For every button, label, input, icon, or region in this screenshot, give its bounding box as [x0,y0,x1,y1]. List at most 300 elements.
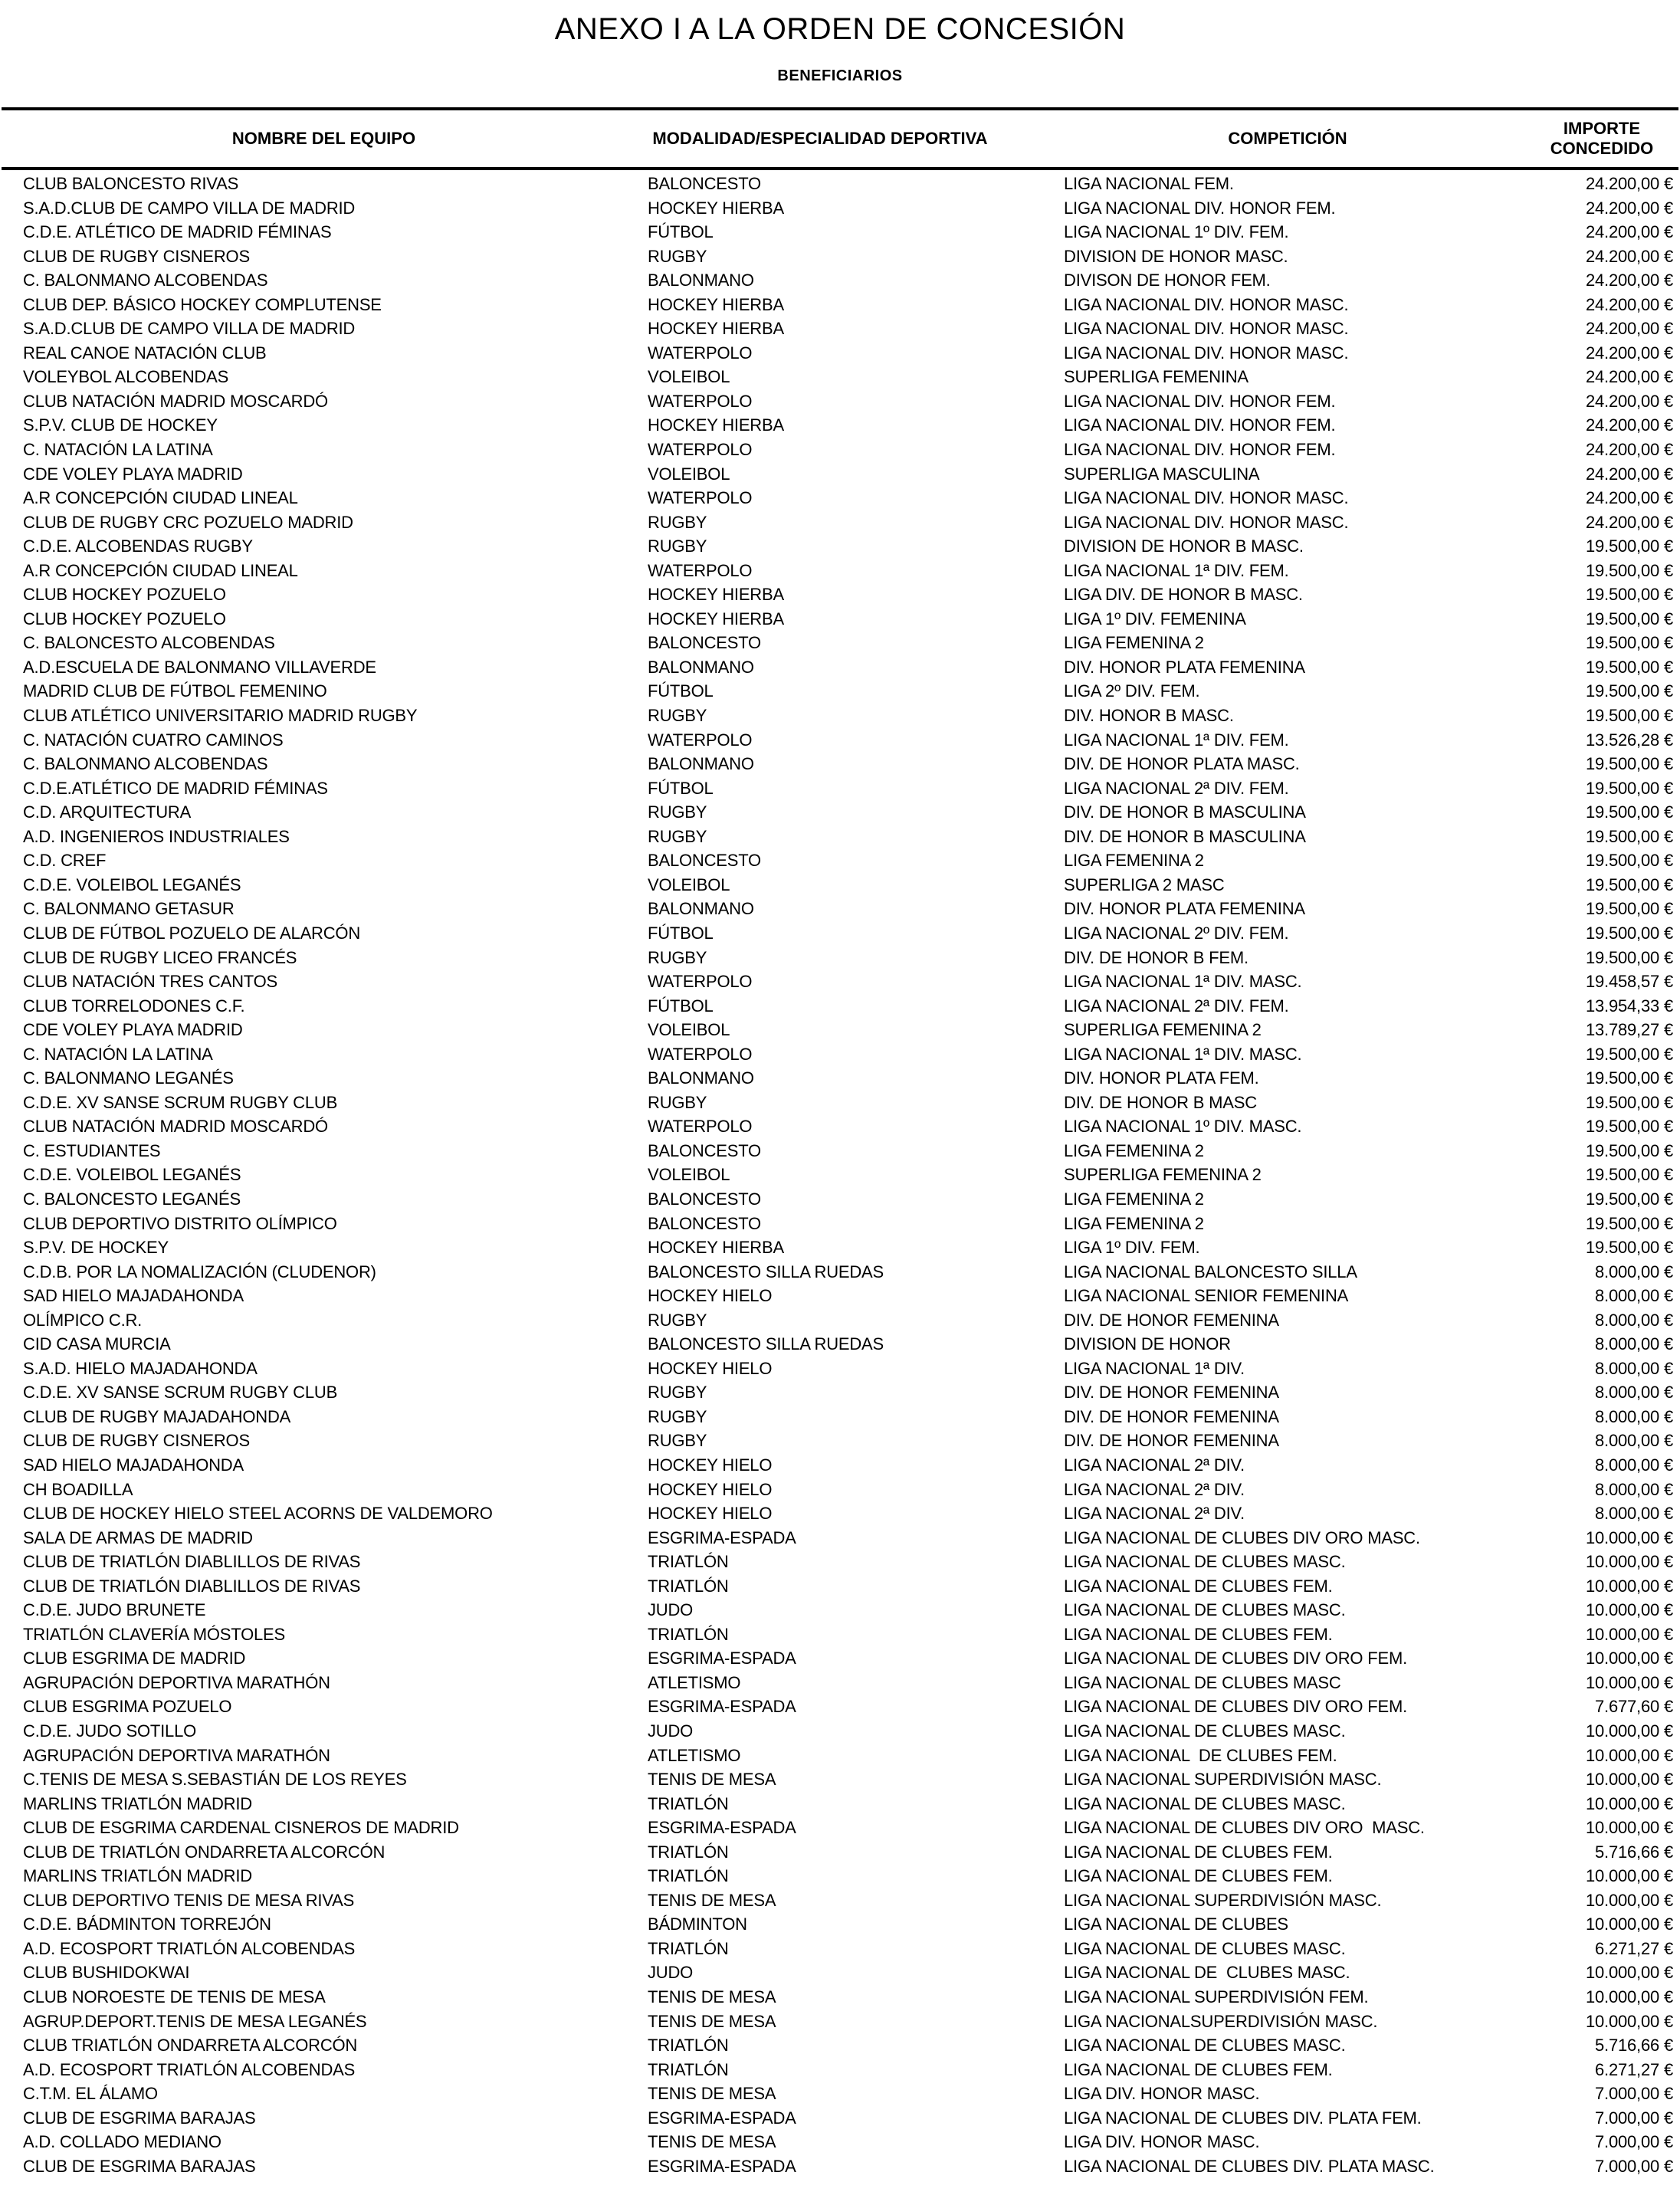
competition-cell: LIGA NACIONAL SUPERDIVISIÓN MASC. [1064,1890,1382,1910]
competition-cell: LIGA DIV. HONOR MASC. [1064,2084,1260,2104]
amount-cell: 10.000,00 € [1585,1624,1673,1644]
amount-cell: 10.000,00 € [1585,1793,1673,1813]
table-row [0,293,1680,317]
competition-cell: LIGA NACIONAL 2º DIV. FEM. [1064,923,1289,943]
amount-cell: 10.000,00 € [1585,1963,1673,1983]
table-row [0,1308,1680,1333]
team-name-cell: C.TENIS DE MESA S.SEBASTIÁN DE LOS REYES [23,1770,407,1790]
amount-cell: 24.200,00 € [1585,343,1673,363]
team-name-cell: C. NATACIÓN CUATRO CAMINOS [23,730,284,750]
sport-cell: WATERPOLO [648,391,753,411]
table-row [0,679,1680,704]
amount-cell: 19.500,00 € [1585,657,1673,677]
amount-cell: 24.200,00 € [1585,464,1673,484]
sport-cell: VOLEIBOL [648,1165,730,1185]
amount-cell: 10.000,00 € [1585,1721,1673,1741]
competition-cell: LIGA NACIONAL 1ª DIV. MASC. [1064,1044,1302,1064]
amount-cell: 19.500,00 € [1585,1044,1673,1064]
team-name-cell: CLUB DE RUGBY CISNEROS [23,1431,250,1451]
sport-cell: ATLETISMO [648,1672,741,1692]
team-name-cell: CLUB HOCKEY POZUELO [23,609,226,628]
table-row [0,1235,1680,1260]
team-name-cell: C. BALONCESTO ALCOBENDAS [23,633,275,653]
amount-cell: 10.000,00 € [1585,1770,1673,1790]
sport-cell: WATERPOLO [648,730,753,750]
sport-cell: RUGBY [648,1092,707,1112]
table-row [0,2058,1680,2082]
sport-cell: TRIATLÓN [648,1552,729,1572]
table-row [0,1501,1680,1526]
sport-cell: BALONMANO [648,657,754,677]
team-name-cell: S.A.D. HIELO MAJADAHONDA [23,1358,258,1378]
sport-cell: FÚTBOL [648,923,714,943]
amount-cell: 10.000,00 € [1585,1527,1673,1547]
amount-cell: 24.200,00 € [1585,174,1673,193]
sport-cell: TRIATLÓN [648,2036,729,2056]
amount-cell: 19.500,00 € [1585,1092,1673,1112]
team-name-cell: CLUB DEP. BÁSICO HOCKEY COMPLUTENSE [23,294,382,314]
table-row [0,825,1680,849]
sport-cell: TENIS DE MESA [648,1890,776,1910]
table-row [0,1284,1680,1308]
sport-cell: RUGBY [648,706,707,726]
amount-cell: 19.500,00 € [1585,1165,1673,1185]
page-title: ANEXO I A LA ORDEN DE CONCESIÓN [554,12,1126,46]
amount-cell: 24.200,00 € [1585,488,1673,508]
competition-cell: LIGA NACIONAL DE CLUBES DIV. PLATA FEM. [1064,2108,1422,2128]
table-row [0,1187,1680,1212]
team-name-cell: C.D.E. ALCOBENDAS RUGBY [23,536,253,556]
sport-cell: ESGRIMA-ESPADA [648,1649,796,1668]
table-row [0,1719,1680,1744]
amount-cell: 19.500,00 € [1585,1213,1673,1233]
team-name-cell: A.D. INGENIEROS INDUSTRIALES [23,826,290,846]
competition-cell: LIGA NACIONAL DIV. HONOR MASC. [1064,294,1349,314]
column-header-amount-line1: IMPORTE [1563,119,1641,138]
competition-cell: LIGA NACIONAL DE CLUBES FEM. [1064,2059,1333,2079]
competition-cell: SUPERLIGA FEMENINA 2 [1064,1165,1262,1185]
amount-cell: 7.000,00 € [1595,2084,1673,2104]
table-row [0,1646,1680,1671]
competition-cell: LIGA NACIONAL 1º DIV. MASC. [1064,1117,1302,1137]
sport-cell: HOCKEY HIELO [648,1358,773,1378]
team-name-cell: S.A.D.CLUB DE CAMPO VILLA DE MADRID [23,198,356,218]
sport-cell: WATERPOLO [648,1117,753,1137]
sport-cell: BALONMANO [648,754,754,774]
amount-cell: 5.716,66 € [1595,2036,1673,2056]
table-row [0,196,1680,221]
table-row [0,921,1680,946]
sport-cell: BALONCESTO [648,1140,761,1160]
team-name-cell: CLUB NATACIÓN MADRID MOSCARDÓ [23,391,328,411]
team-name-cell: CLUB DE HOCKEY HIELO STEEL ACORNS DE VALDEMORO [23,1504,493,1524]
competition-cell: LIGA NACIONAL DE CLUBES MASC. [1064,1552,1346,1572]
table-row [0,1114,1680,1139]
competition-cell: DIV. HONOR B MASC. [1064,706,1234,726]
team-name-cell: OLÍMPICO C.R. [23,1310,143,1330]
sport-cell: BALONCESTO [648,1189,761,1209]
table-row [0,268,1680,293]
amount-cell: 8.000,00 € [1595,1334,1673,1354]
competition-cell: LIGA FEMENINA 2 [1064,1213,1204,1233]
amount-cell: 6.271,27 € [1595,2059,1673,2079]
sport-cell: BALONCESTO SILLA RUEDAS [648,1262,884,1281]
table-row [0,776,1680,801]
sport-cell: TENIS DE MESA [648,2132,776,2152]
team-name-cell: CLUB NATACIÓN TRES CANTOS [23,972,277,992]
competition-cell: LIGA NACIONAL 1ª DIV. [1064,1358,1245,1378]
table-row [0,970,1680,994]
competition-cell: LIGA DIV. HONOR MASC. [1064,2132,1260,2152]
table-row [0,1139,1680,1163]
competition-cell: SUPERLIGA FEMENINA 2 [1064,1020,1262,1040]
sport-cell: TRIATLÓN [648,1576,729,1596]
amount-cell: 10.000,00 € [1585,1866,1673,1886]
amount-cell: 24.200,00 € [1585,222,1673,242]
team-name-cell: C.D.E. ATLÉTICO DE MADRID FÉMINAS [23,222,332,242]
team-name-cell: SAD HIELO MAJADAHONDA [23,1286,244,1306]
team-name-cell: CLUB BALONCESTO RIVAS [23,174,239,193]
table-row [0,1042,1680,1067]
sport-cell: BALONCESTO [648,174,761,193]
table-row [0,1550,1680,1574]
competition-cell: DIV. DE HONOR FEMENINA [1064,1431,1279,1451]
amount-cell: 24.200,00 € [1585,246,1673,266]
competition-cell: LIGA NACIONAL DE CLUBES FEM. [1064,1866,1333,1886]
sport-cell: TRIATLÓN [648,1624,729,1644]
table-row [0,510,1680,535]
table-row [0,2033,1680,2058]
team-name-cell: AGRUP.DEPORT.TENIS DE MESA LEGANÉS [23,2011,367,2031]
table-row [0,582,1680,607]
amount-cell: 19.458,57 € [1585,972,1673,992]
competition-cell: LIGA DIV. DE HONOR B MASC. [1064,585,1303,605]
competition-cell: LIGA NACIONAL DE CLUBES MASC. [1064,1793,1346,1813]
sport-cell: RUGBY [648,947,707,967]
team-name-cell: CLUB DE RUGBY CISNEROS [23,246,250,266]
sport-cell: VOLEIBOL [648,874,730,894]
sport-cell: TRIATLÓN [648,2059,729,2079]
sport-cell: RUGBY [648,1406,707,1426]
amount-cell: 19.500,00 € [1585,633,1673,653]
team-name-cell: CLUB DE TRIATLÓN DIABLILLOS DE RIVAS [23,1552,361,1572]
table-row [0,1622,1680,1647]
team-name-cell: CLUB DEPORTIVO DISTRITO OLÍMPICO [23,1213,337,1233]
team-name-cell: C.D.E. VOLEIBOL LEGANÉS [23,1165,241,1185]
team-name-cell: A.D.ESCUELA DE BALONMANO VILLAVERDE [23,657,376,677]
competition-cell: SUPERLIGA MASCULINA [1064,464,1260,484]
sport-cell: VOLEIBOL [648,464,730,484]
team-name-cell: CLUB DE TRIATLÓN DIABLILLOS DE RIVAS [23,1576,361,1596]
amount-cell: 24.200,00 € [1585,198,1673,218]
amount-cell: 19.500,00 € [1585,1117,1673,1137]
team-name-cell: CLUB NATACIÓN MADRID MOSCARDÓ [23,1117,328,1137]
team-name-cell: A.D. ECOSPORT TRIATLÓN ALCOBENDAS [23,1938,356,1958]
table-row [0,2154,1680,2179]
sport-cell: JUDO [648,1721,694,1741]
team-name-cell: CLUB DE ESGRIMA CARDENAL CISNEROS DE MADRID [23,1818,459,1838]
table-body [0,172,1680,2178]
team-name-cell: VOLEYBOL ALCOBENDAS [23,367,229,387]
amount-cell: 19.500,00 € [1585,560,1673,580]
amount-cell: 19.500,00 € [1585,923,1673,943]
amount-cell: 19.500,00 € [1585,802,1673,822]
amount-cell: 8.000,00 € [1595,1286,1673,1306]
table-row [0,2010,1680,2034]
amount-cell: 8.000,00 € [1595,1504,1673,1524]
competition-cell: LIGA NACIONAL DE CLUBES FEM. [1064,1624,1333,1644]
team-name-cell: CID CASA MURCIA [23,1334,171,1354]
competition-cell: LIGA NACIONAL 2ª DIV. FEM. [1064,778,1289,798]
competition-cell: LIGA 2º DIV. FEM. [1064,681,1200,701]
competition-cell: LIGA NACIONAL DE CLUBES DIV ORO FEM. [1064,1697,1407,1717]
table-row [0,534,1680,559]
sport-cell: TRIATLÓN [648,1793,729,1813]
table-row [0,317,1680,341]
competition-cell: LIGA NACIONAL DIV. HONOR MASC. [1064,343,1349,363]
team-name-cell: CH BOADILLA [23,1479,133,1499]
competition-cell: LIGA NACIONAL DE CLUBES FEM. [1064,1576,1333,1596]
table-row [0,1840,1680,1865]
sport-cell: HOCKEY HIERBA [648,415,784,435]
sport-cell: WATERPOLO [648,440,753,460]
table-row [0,728,1680,753]
competition-cell: DIV. DE HONOR B MASCULINA [1064,826,1306,846]
sport-cell: RUGBY [648,512,707,532]
table-row [0,2130,1680,2154]
table-row [0,873,1680,897]
team-name-cell: C.D. CREF [23,851,107,871]
amount-cell: 10.000,00 € [1585,1600,1673,1620]
sport-cell: BALONCESTO [648,851,761,871]
table-row [0,1816,1680,1840]
sport-cell: TENIS DE MESA [648,2011,776,2031]
table-row [0,1380,1680,1405]
team-name-cell: C.D.E. JUDO SOTILLO [23,1721,197,1741]
team-name-cell: CDE VOLEY PLAYA MADRID [23,1020,243,1040]
sport-cell: TRIATLÓN [648,1866,729,1886]
amount-cell: 10.000,00 € [1585,1987,1673,2007]
column-header-sport: MODALIDAD/ESPECIALIDAD DEPORTIVA [652,129,988,148]
column-header-team-name: NOMBRE DEL EQUIPO [231,129,416,148]
amount-cell: 8.000,00 € [1595,1262,1673,1281]
team-name-cell: CDE VOLEY PLAYA MADRID [23,464,243,484]
team-name-cell: CLUB DE RUGBY CRC POZUELO MADRID [23,512,353,532]
table-row [0,994,1680,1019]
competition-cell: LIGA NACIONAL BALONCESTO SILLA [1064,1262,1357,1281]
competition-cell: LIGA NACIONAL DIV. HONOR MASC. [1064,319,1349,339]
competition-cell: DIV. DE HONOR FEMENINA [1064,1383,1279,1403]
competition-cell: LIGA NACIONAL DIV. HONOR FEM. [1064,198,1336,218]
sport-cell: WATERPOLO [648,1044,753,1064]
page-subtitle: BENEFICIARIOS [777,67,903,84]
sport-cell: ESGRIMA-ESPADA [648,1527,796,1547]
team-name-cell: C.D.E. BÁDMINTON TORREJÓN [23,1914,271,1934]
sport-cell: TENIS DE MESA [648,1770,776,1790]
sport-cell: TRIATLÓN [648,1938,729,1958]
table-row [0,1937,1680,1961]
team-name-cell: C.D.E. XV SANSE SCRUM RUGBY CLUB [23,1092,338,1112]
competition-cell: DIVISION DE HONOR [1064,1334,1231,1354]
competition-cell: LIGA NACIONAL DE CLUBES DIV ORO FEM. [1064,1649,1407,1668]
amount-cell: 19.500,00 € [1585,826,1673,846]
table-row [0,1429,1680,1453]
table-row [0,413,1680,438]
sport-cell: BALONMANO [648,271,754,290]
team-name-cell: CLUB DEPORTIVO TENIS DE MESA RIVAS [23,1890,355,1910]
competition-cell: LIGA NACIONAL DIV. HONOR FEM. [1064,391,1336,411]
sport-cell: WATERPOLO [648,343,753,363]
competition-cell: LIGA NACIONAL DE CLUBES MASC [1064,1672,1341,1692]
competition-cell: DIV. DE HONOR B MASC [1064,1092,1257,1112]
sport-cell: BÁDMINTON [648,1914,747,1934]
team-name-cell: SAD HIELO MAJADAHONDA [23,1455,244,1475]
team-name-cell: CLUB ESGRIMA POZUELO [23,1697,232,1717]
amount-cell: 8.000,00 € [1595,1383,1673,1403]
header-bottom-rule [2,167,1678,170]
amount-cell: 10.000,00 € [1585,1672,1673,1692]
sport-cell: HOCKEY HIELO [648,1286,773,1306]
table-row [0,655,1680,680]
competition-cell: LIGA NACIONAL 2ª DIV. [1064,1455,1245,1475]
table-row [0,389,1680,414]
amount-cell: 10.000,00 € [1585,2011,1673,2031]
sport-cell: BALONCESTO [648,633,761,653]
amount-cell: 19.500,00 € [1585,947,1673,967]
team-name-cell: CLUB DE RUGBY LICEO FRANCÉS [23,947,297,967]
amount-cell: 24.200,00 € [1585,440,1673,460]
competition-cell: LIGA NACIONAL 1º DIV. FEM. [1064,222,1289,242]
table-row [0,172,1680,196]
table-row [0,341,1680,366]
team-name-cell: S.P.V. DE HOCKEY [23,1238,169,1258]
competition-cell: LIGA NACIONAL DE CLUBES MASC. [1064,1600,1346,1620]
table-row [0,704,1680,728]
amount-cell: 6.271,27 € [1595,1938,1673,1958]
amount-cell: 19.500,00 € [1585,874,1673,894]
amount-cell: 19.500,00 € [1585,536,1673,556]
amount-cell: 10.000,00 € [1585,1552,1673,1572]
table-row [0,438,1680,462]
team-name-cell: REAL CANOE NATACIÓN CLUB [23,343,267,363]
sport-cell: HOCKEY HIERBA [648,294,784,314]
sport-cell: VOLEIBOL [648,367,730,387]
table-row [0,752,1680,776]
table-row [0,2082,1680,2106]
sport-cell: HOCKEY HIERBA [648,585,784,605]
sport-cell: RUGBY [648,802,707,822]
table-row [0,1912,1680,1937]
competition-cell: LIGA NACIONAL DE CLUBES DIV. PLATA MASC. [1064,2156,1435,2176]
team-name-cell: A.D. COLLADO MEDIANO [23,2132,221,2152]
competition-cell: DIV. HONOR PLATA FEMENINA [1064,657,1305,677]
sport-cell: BALONCESTO [648,1213,761,1233]
team-name-cell: C.D.E. XV SANSE SCRUM RUGBY CLUB [23,1383,338,1403]
column-header-amount [1525,110,1678,167]
team-name-cell: C. BALONMANO LEGANÉS [23,1068,234,1088]
sport-cell: FÚTBOL [648,778,714,798]
competition-cell: LIGA NACIONAL DE CLUBES FEM. [1064,1842,1333,1862]
amount-cell: 19.500,00 € [1585,1140,1673,1160]
team-name-cell: S.A.D.CLUB DE CAMPO VILLA DE MADRID [23,319,356,339]
table-row [0,1018,1680,1042]
sport-cell: TENIS DE MESA [648,2084,776,2104]
sport-cell: JUDO [648,1600,694,1620]
amount-cell: 8.000,00 € [1595,1406,1673,1426]
competition-cell: LIGA NACIONAL DIV. HONOR MASC. [1064,488,1349,508]
competition-cell: LIGA NACIONAL DIV. HONOR FEM. [1064,440,1336,460]
amount-cell: 7.677,60 € [1595,1697,1673,1717]
table-row [0,559,1680,583]
team-name-cell: CLUB ATLÉTICO UNIVERSITARIO MADRID RUGBY [23,706,418,726]
table-row [0,1598,1680,1622]
table-row [0,1888,1680,1913]
sport-cell: TRIATLÓN [648,1842,729,1862]
sport-cell: RUGBY [648,536,707,556]
table-row [0,1405,1680,1429]
amount-cell: 24.200,00 € [1585,391,1673,411]
competition-cell: DIV. DE HONOR FEMENINA [1064,1310,1279,1330]
competition-cell: LIGA NACIONAL DE CLUBES DIV ORO MASC. [1064,1818,1425,1838]
sport-cell: HOCKEY HIERBA [648,198,784,218]
amount-cell: 24.200,00 € [1585,367,1673,387]
table-row [0,1453,1680,1478]
table-row [0,1574,1680,1599]
amount-cell: 10.000,00 € [1585,1745,1673,1765]
competition-cell: LIGA NACIONAL DE CLUBES MASC. [1064,1963,1350,1983]
amount-cell: 19.500,00 € [1585,1238,1673,1258]
sport-cell: RUGBY [648,246,707,266]
team-name-cell: MADRID CLUB DE FÚTBOL FEMENINO [23,681,327,701]
competition-cell: LIGA NACIONAL DE CLUBES FEM. [1064,1745,1337,1765]
column-header-competition: COMPETICIÓN [1228,129,1347,148]
amount-cell: 19.500,00 € [1585,754,1673,774]
amount-cell: 19.500,00 € [1585,585,1673,605]
team-name-cell: CLUB ESGRIMA DE MADRID [23,1649,246,1668]
sport-cell: ESGRIMA-ESPADA [648,2108,796,2128]
team-name-cell: C.D.E.ATLÉTICO DE MADRID FÉMINAS [23,778,328,798]
table-row [0,1066,1680,1091]
sport-cell: BALONCESTO SILLA RUEDAS [648,1334,884,1354]
competition-cell: LIGA NACIONAL DE CLUBES [1064,1914,1288,1934]
team-name-cell: C.D. ARQUITECTURA [23,802,192,822]
team-name-cell: SALA DE ARMAS DE MADRID [23,1527,253,1547]
competition-cell: SUPERLIGA 2 MASC [1064,874,1225,894]
sport-cell: HOCKEY HIERBA [648,1238,784,1258]
competition-cell: LIGA NACIONAL 1ª DIV. FEM. [1064,730,1289,750]
table-row [0,1767,1680,1792]
sport-cell: FÚTBOL [648,222,714,242]
table-row [0,1985,1680,2010]
competition-cell: LIGA NACIONAL 2ª DIV. [1064,1479,1245,1499]
competition-cell: LIGA FEMENINA 2 [1064,851,1204,871]
sport-cell: RUGBY [648,826,707,846]
sport-cell: WATERPOLO [648,560,753,580]
competition-cell: DIV. HONOR PLATA FEMENINA [1064,899,1305,919]
amount-cell: 8.000,00 € [1595,1455,1673,1475]
table-row [0,462,1680,487]
team-name-cell: C. BALONMANO ALCOBENDAS [23,271,268,290]
competition-cell: LIGA FEMENINA 2 [1064,1189,1204,1209]
amount-cell: 24.200,00 € [1585,294,1673,314]
amount-cell: 7.000,00 € [1595,2132,1673,2152]
sport-cell: RUGBY [648,1310,707,1330]
competition-cell: DIV. DE HONOR B MASCULINA [1064,802,1306,822]
team-name-cell: A.R CONCEPCIÓN CIUDAD LINEAL [23,488,298,508]
sport-cell: ESGRIMA-ESPADA [648,2156,796,2176]
competition-cell: DIV. DE HONOR FEMENINA [1064,1406,1279,1426]
sport-cell: RUGBY [648,1383,707,1403]
